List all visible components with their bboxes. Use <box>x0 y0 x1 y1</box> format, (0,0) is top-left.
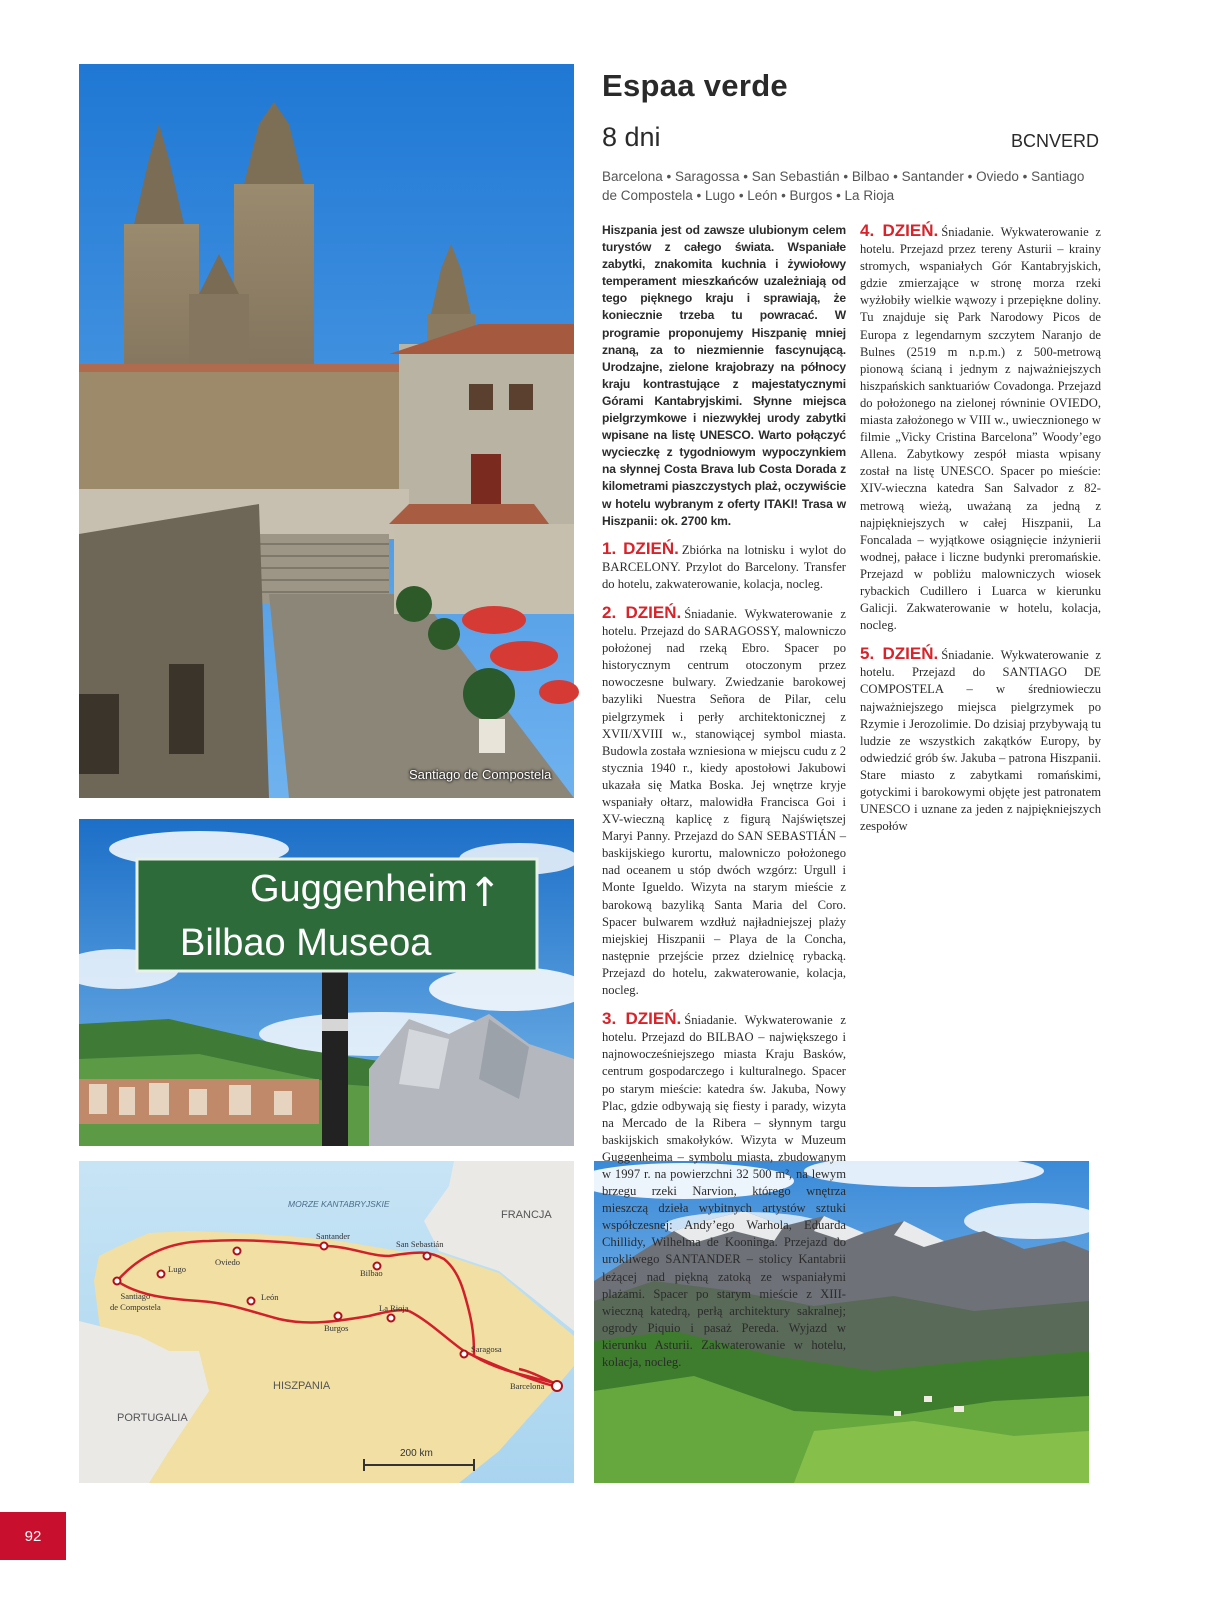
route-summary: Barcelona • Saragossa • San Sebastián • Bilbao • Santander • Oviedo • Santiago de Compostela • Lugo • León • Burgos • La Rioja <box>602 169 1085 203</box>
day-label: 3. DZIEŃ. <box>602 1009 682 1029</box>
day-text: Śniadanie. Wykwaterowanie z hotelu. Przejazd do SARAGOSSY, malowniczo położonej nad rzeką Ebro. Spacer po historycznym centrum otoczonym przez nowoczesne bulwary. Zwiedzanie barokowej bazyliki Nuestra Señora de Pilar, celu pielgrzymek i perły architektonicznej z XVII/XVIII w., stanowiącej symbol miasta. Budowla została wzniesiona w miejscu cudu z 2 stycznia 1940 r., kiedy apostołowi Jakubowi ukazała się Matka Boska. Jej wnętrze kryje wspaniały ołtarz, malowidła Francisca Goi i XV-wieczną kaplicę z figurą Najświętszej Maryi Panny. Przejazd do SAN SEBASTIÁN – baskijskiego kurortu, malowniczo położonego nad oceanem u stóp dwóch wzgórz: Urgull i Monte Igueldo. Wizyta na starym mieście z barokową bazyliką Santa Maria del Coro. Spacer bulwarem wzdłuż najładniejszej plaży miejskiej Hiszpanii – Playa de la Concha, następnie przejście przez dzielnicę rybacką. Przejazd do hotelu, zakwaterowanie, kolacja, nocleg. <box>602 606 847 998</box>
page-title: Espaa verde <box>602 68 788 103</box>
map-label-sea: MORZE KANTABRYJSKIE <box>288 1199 390 1209</box>
photo-santiago-cathedral <box>79 64 574 798</box>
day-text: Śniadanie. Wykwaterowanie z hotelu. Przejazd przez tereny Asturii – krainy stromych, wspaniałych Gór Kantabryjskich, gdzie zmierzające w stronę morza rzeki wyżłobiły wielkie wąwozy i przepiękne doliny. Tu znajduje się Park Narodowy Picos de Europa z legendarnym szczytem Naranjo de Bulnes (2519 m n.p.m.) z 500-metrową pionową ścianą i jednym z najważniejszych hiszpańskich sanktuariów Covadonga. Przejazd do położonego na zielonej równinie OVIEDO, miasta założonego w VIII w., uwiecznionego w filmie „Vicky Cristina Barcelona” Woody’ego Allena. Zabytkowy zespół miasta wpisany został na listę UNESCO. Spacer po mieście: XIV-wieczna katedra San Salvador z 82-metrową wieżą, uważaną za jedną z najpiękniejszych w całej Hiszpanii, La Foncalada – wyjątkowe osiągnięcie inżynierii wodnej, pałace i liczne budynki preromańskie. Przejazd w pobliżu malowniczych wiosek rybackich Cudillero i Luarca w kierunku Galicji. Zakwaterowanie w hotelu, kolacja, nocleg. <box>860 225 1102 633</box>
day-3 <box>602 1010 846 1371</box>
sign-text-guggenheim: Guggenheim <box>250 868 468 910</box>
page-number: 92 <box>0 1512 66 1560</box>
day-text: Śniadanie. Wykwaterowanie z hotelu. Przejazd do SANTIAGO DE COMPOSTELA – w średniowieczu najważniejszego miejsca pielgrzymek po Rzymie i Jerozolimie. Do dzisiaj przybywają tu ludzie ze wszystkich zakątków Europy, by odwiedzić grób św. Jakuba – patrona Hiszpanii. Stare miasto z zabytkami romańskimi, gotyckimi i barokowymi objęte jest patronatem UNESCO i uznane za jeden z najpiękniejszych zespołów <box>860 648 1102 834</box>
map-label-france: FRANCJA <box>501 1209 552 1221</box>
map-label-spain: HISZPANIA <box>273 1380 331 1392</box>
day-label: 4. DZIEŃ. <box>860 221 939 240</box>
map-label-portugal: PORTUGALIA <box>117 1412 188 1424</box>
sign-arrow-icon: ↑ <box>468 870 502 916</box>
map-city-bilbao: Bilbao <box>360 1268 383 1278</box>
map-city-santiago: Santiago de Compostela <box>110 1291 161 1312</box>
trip-code: BCNVERD <box>1010 131 1099 151</box>
map-city-oviedo: Oviedo <box>215 1257 241 1267</box>
day-label: 2. DZIEŃ. <box>602 602 682 622</box>
day-2 <box>602 604 846 999</box>
route-map <box>79 1161 574 1483</box>
trip-duration: 8 dni <box>602 122 661 152</box>
day-label: 1. DZIEŃ. <box>602 538 679 558</box>
text-column-2 <box>860 222 1101 1162</box>
map-label-scale: 200 km <box>400 1448 433 1459</box>
day-text: Śniadanie. Wykwaterowanie z hotelu. Przejazd do BILBAO – największego i najnowocześniejszego miasta Kraju Basków, centrum gospodarczego i kulturalnego. Spacer po starym mieście: katedra św. Jakuba, Nowy Plac, gdzie odbywają się fiesty i parady, wizyta na Mercado de la Ribera – słynnym targu baskijskich smakołyków. Wizyta w Muzeum Guggenheima – symbolu miasta, zbudowanym w 1997 r. na powierzchni 32 500 m², na lewym brzegu rzeki Narvion, którego wnętrza mieszczą dzieła wybitnych artystów sztuki współczesnej: Andy’ego Warhola, Eduarda Chillidy, Wilhelma de Kooninga. Przejazd do urokliwego SANTANDER – stolicy Kantabrii leżącej nad piękną zatoką ze wspaniałymi plażami. Spacer po starym mieście z XIII-wieczną katedrą, perłą architektury sakralnej; ogrody Piquio i pasaż Pereda. Wyjazd w kierunku Asturii. Zakwaterowanie w hotelu, kolacja, nocleg. <box>602 1013 847 1369</box>
day-4 <box>860 222 1101 634</box>
map-city-burgos: Burgos <box>324 1323 349 1333</box>
photo-caption: Santiago de Compostela <box>409 767 552 782</box>
map-city-barcelona: Barcelona <box>510 1381 545 1391</box>
text-column-1 <box>602 222 847 1369</box>
map-city-santander: Santander <box>316 1231 350 1241</box>
sign-text-bilbao: Bilbao Museoa <box>180 922 432 964</box>
day-label: 5. DZIEŃ. <box>860 644 939 664</box>
intro-text: Hiszpania jest od zawsze ulubionym celem turystów z całego świata. Wspaniałe zabytki, znakomita kuchnia i żywiołowy temperament mieszkańców uzależniają od tego pięknego kraju i sprawiają, że koniecznie trzeba tu powracać. W programie proponujemy Hiszpanię mniej znaną, za to niezmiennie fascynującą. Urodzajne, zielone krajobrazy na północy kraju kontrastujące z majestatycznymi Górami Kantabryjskimi. Słynne miejsca pielgrzymkowe i niezwykłej urody zabytki wpisane na listę UNESCO. Warto połączyć wycieczkę z tygodniowym wypoczynkiem na słynnej Costa Brava lub Costa Dorada z kilometrami piaszczystych plaż, oczywiście w hotelu wybranym z oferty ITAKI! Trasa w Hiszpanii: ok. 2700 km. <box>602 223 846 528</box>
day-text: Zbiórka na lotnisku i wylot do BARCELONY. Przylot do Barcelony. Transfer do hotelu, zakwaterowanie, kolacja, nocleg. <box>602 542 847 591</box>
day-1 <box>602 540 846 593</box>
day-5 <box>860 645 1101 835</box>
map-city-sansebastian: San Sebastián <box>396 1239 444 1249</box>
map-city-leon: León <box>261 1292 279 1302</box>
map-city-saragosa: Saragosa <box>471 1344 502 1354</box>
map-city-lugo: Lugo <box>168 1264 186 1274</box>
map-city-larioja: La Rioja <box>379 1303 409 1313</box>
